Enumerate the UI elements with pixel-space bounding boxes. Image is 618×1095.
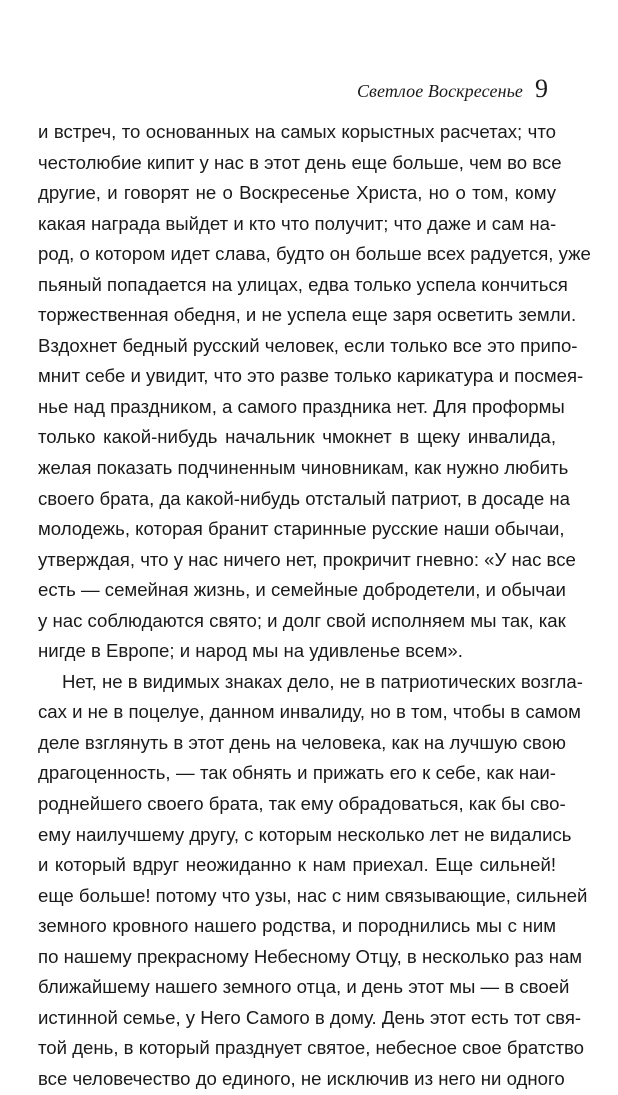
text-line: нье над праздником, а самого праздника нет. Для проформы xyxy=(38,395,565,417)
text-line: пьяный попадается на улицах, едва только успела кончиться xyxy=(38,273,568,295)
text-line: другие, и говорят не о Воскресенье Христа, но о том, кому xyxy=(38,182,556,204)
paragraph xyxy=(38,117,591,667)
text-line: только какой-нибудь начальник чмокнет в щеку инвалида, xyxy=(38,426,556,448)
text-line: ему наилучшему другу, с которым несколько лет не видались xyxy=(38,823,572,845)
text-line: роднейшего своего брата, так ему обрадоваться, как бы сво- xyxy=(38,793,566,815)
text-line: деле взглянуть в этот день на человека, как на лучшую свою xyxy=(38,731,566,753)
text-line: торжественная обедня, и не успела еще заря осветить земли. xyxy=(38,304,577,326)
running-title: Светлое Воскресенье xyxy=(356,81,523,101)
text-line: честолюбие кипит у нас в этот день еще больше, чем во все xyxy=(38,151,562,173)
text-line: земного кровного нашего родства, и породнились мы с ним xyxy=(38,915,556,937)
text-line: мнит себе и увидит, что это разве только карикатура и посмея- xyxy=(38,365,584,387)
paragraph xyxy=(38,667,588,1095)
text-line: все человечество до единого, не исключив из него ни одного xyxy=(38,1067,565,1089)
text-line: той день, в который празднует святое, небесное свое братство xyxy=(38,1037,584,1059)
text-line: еще больше! потому что узы, нас с ним связывающие, сильней xyxy=(38,884,588,906)
text-line: желая показать подчиненным чиновникам, как нужно любить xyxy=(38,457,569,479)
text-line: сах и не в поцелуе, данном инвалиду, но в том, чтобы в самом xyxy=(38,701,581,723)
text-line: какая награда выйдет и кто что получит; что даже и сам на- xyxy=(38,212,557,234)
text-line: молодежь, которая бранит старинные русские наши обычаи, xyxy=(38,518,565,540)
text-line: Вздохнет бедный русский человек, если только все это припо- xyxy=(38,334,578,356)
text-line: и который вдруг неожиданно к нам приехал. Еще сильней! xyxy=(38,854,556,876)
text-line: истинной семье, у Него Самого в дому. День этот есть тот свя- xyxy=(38,1006,582,1028)
text-line: ближайшему нашего земного отца, и день этот мы — в своей xyxy=(38,976,570,998)
text-line: Нет, не в видимых знаках дело, не в патриотических возгла- xyxy=(62,670,583,692)
body-text xyxy=(38,117,591,1095)
text-line: своего брата, да какой-нибудь отсталый патриот, в досаде на xyxy=(38,487,570,509)
text-line: драгоценность, — так обнять и прижать его к себе, как наи- xyxy=(38,762,556,784)
text-line: по нашему прекрасному Небесному Отцу, в несколько раз нам xyxy=(38,945,583,967)
text-line: нигде в Европе; и народ мы на удивленье всем». xyxy=(38,640,463,662)
text-line: у нас соблюдаются свято; и долг свой исполняем мы так, как xyxy=(38,609,566,631)
text-line: есть — семейная жизнь, и семейные добродетели, и обычаи xyxy=(38,579,566,601)
page-number: 9 xyxy=(535,74,548,103)
text-line: утверждая, что у нас ничего нет, прокричит гневно: «У нас все xyxy=(38,548,576,570)
text-line: и встреч, то основанных на самых корыстных расчетах; что xyxy=(38,121,556,142)
running-header xyxy=(357,74,548,104)
text-line: род, о котором идет слава, будто он больше всех радуется, уже xyxy=(38,243,591,265)
